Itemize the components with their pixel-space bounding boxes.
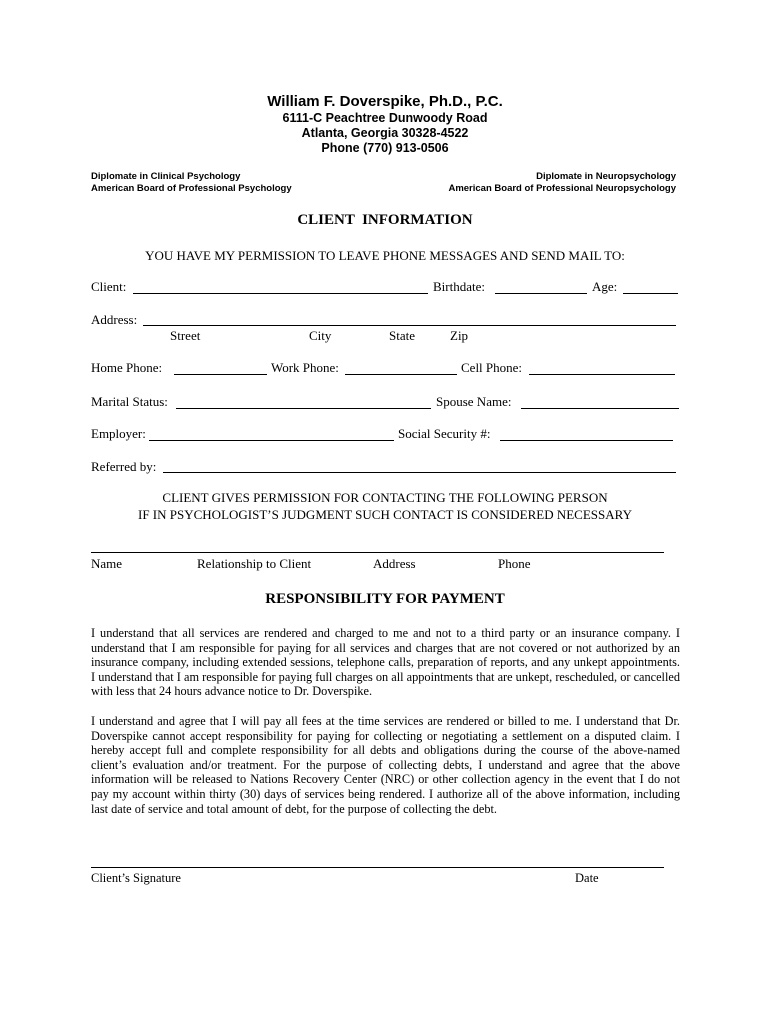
contact-phone-sublabel: Phone (498, 556, 531, 571)
spouse-name-label: Spouse Name: (436, 394, 512, 409)
cell-phone-field[interactable] (529, 374, 675, 375)
payment-title: RESPONSIBILITY FOR PAYMENT (265, 591, 505, 607)
signature-line[interactable] (91, 867, 664, 868)
employer-field[interactable] (149, 440, 394, 441)
client-label: Client: (91, 279, 127, 294)
referred-by-field[interactable] (163, 472, 676, 473)
left-credential-line2: American Board of Professional Psychology (91, 183, 292, 194)
right-credential-line2: American Board of Professional Neuropsychology (448, 183, 676, 194)
zip-sublabel: Zip (450, 328, 469, 343)
ssn-field[interactable] (500, 440, 673, 441)
practice-address-line1: 6111-C Peachtree Dunwoody Road (282, 111, 488, 125)
marital-status-label: Marital Status: (91, 394, 168, 409)
birthdate-label: Birthdate: (433, 279, 485, 294)
work-phone-label: Work Phone: (271, 360, 339, 375)
home-phone-label: Home Phone: (91, 360, 163, 375)
right-credential-line1: Diplomate in Neuropsychology (536, 171, 676, 182)
practice-name: William F. Doverspike, Ph.D., P.C. (267, 93, 503, 110)
left-credential-line1: Diplomate in Clinical Psychology (91, 171, 241, 182)
referred-by-label: Referred by: (91, 459, 157, 474)
age-label: Age: (592, 279, 618, 294)
employer-label: Employer: (91, 426, 146, 441)
contact-person-field[interactable] (91, 552, 664, 553)
practice-phone: Phone (770) 913-0506 (321, 141, 449, 155)
age-field[interactable] (623, 293, 678, 294)
client-signature-label: Client’s Signature (91, 871, 181, 885)
address-label: Address: (91, 312, 138, 327)
practice-address-line2: Atlanta, Georgia 30328-4522 (301, 126, 469, 140)
permission-statement: YOU HAVE MY PERMISSION TO LEAVE PHONE MESSAGES AND SEND MAIL TO: (145, 248, 625, 263)
contact-permission-line1: CLIENT GIVES PERMISSION FOR CONTACTING THE FOLLOWING PERSON (162, 490, 608, 505)
home-phone-field[interactable] (174, 374, 267, 375)
cell-phone-label: Cell Phone: (461, 360, 523, 375)
birthdate-field[interactable] (495, 293, 587, 294)
work-phone-field[interactable] (345, 374, 457, 375)
state-sublabel: State (389, 328, 415, 343)
city-sublabel: City (309, 328, 332, 343)
marital-status-field[interactable] (176, 408, 431, 409)
payment-paragraph-1: I understand that all services are rendered and charged to me and not to a third party or an insurance company. I understand that I am responsible for paying for all services and charges that are not covered or not authorized by an insurance company, including extended sessions, telephone calls, preparation of reports, and any unkept appointments. I understand that I am responsible for paying full charges on all appointments that are unkept, rescheduled, or cancelled with less that 24 hours advance notice to Dr. Doverspike. (91, 626, 680, 699)
contact-address-sublabel: Address (373, 556, 416, 571)
ssn-label: Social Security #: (398, 426, 491, 441)
contact-relationship-sublabel: Relationship to Client (197, 556, 312, 571)
spouse-name-field[interactable] (521, 408, 679, 409)
client-name-field[interactable] (133, 293, 428, 294)
address-field[interactable] (143, 325, 676, 326)
payment-paragraph-2: I understand and agree that I will pay all fees at the time services are rendered or billed to me. I understand that Dr. Doverspike cannot accept responsibility for paying for collecting or negotiating a settlement on a disputed claim. I hereby accept full and complete responsibility for all debts and obligations during the course of the above-named client’s evaluation and/or treatment. For the purpose of collecting debts, I understand and agree that the above information will be released to Nations Recovery Center (NRC) or other collection agency in the event that I do not pay my account within thirty (30) days of services being rendered. I authorize all of the above information, including last date of service and total amount of debt, for the purpose of collecting the debt. (91, 714, 680, 816)
contact-permission-line2: IF IN PSYCHOLOGIST’S JUDGMENT SUCH CONTACT IS CONSIDERED NECESSARY (138, 507, 632, 522)
date-label: Date (575, 871, 599, 885)
form-title: CLIENT INFORMATION (297, 212, 473, 228)
street-sublabel: Street (170, 328, 201, 343)
contact-name-sublabel: Name (91, 556, 123, 571)
